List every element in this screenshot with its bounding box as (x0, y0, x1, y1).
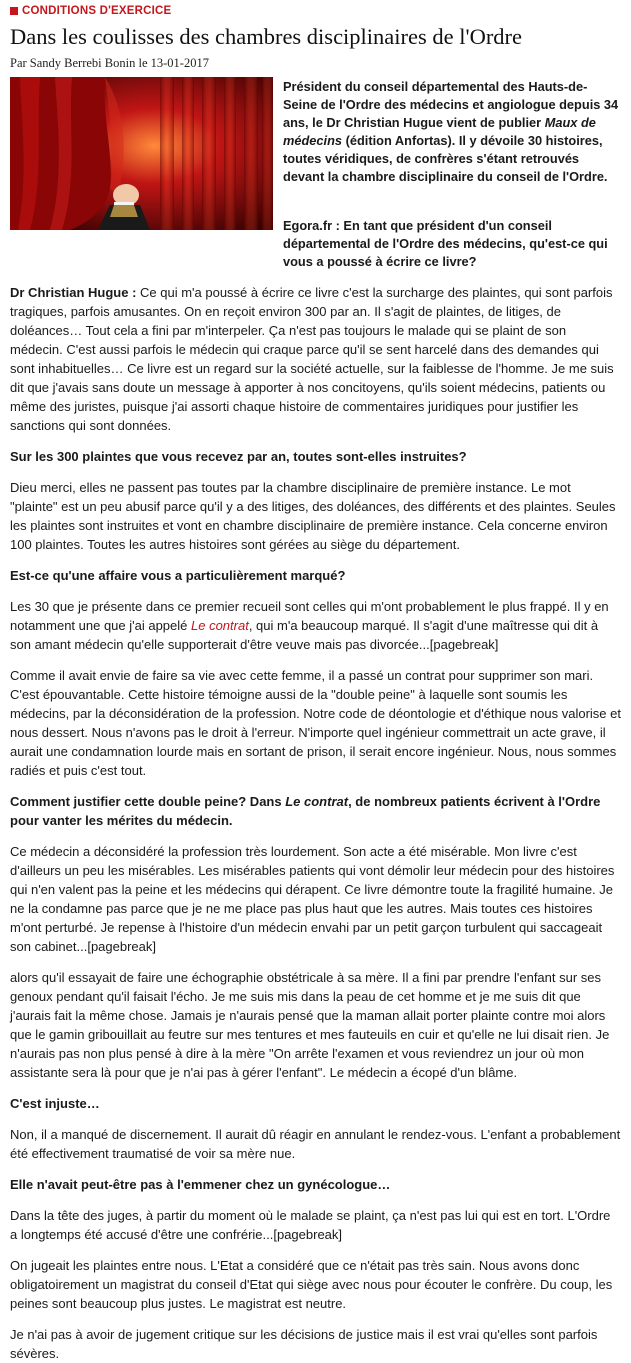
answer-2: Dieu merci, elles ne passent pas toutes par la chambre disciplinaire de première instance. Le mot "plainte" est un peu abusif parce qu'il y a des litiges, des doléances, des différents et des plaintes. Seules les plaintes sont instruites et vont en chambre disciplinaire de première instance. Cela concerne environ 100 plaintes. Toutes les autres histoires sont gérées au siège du département. (10, 480, 616, 552)
answer-3 (10, 597, 621, 654)
byline-prefix: Par (10, 56, 30, 70)
byline-date: 13-01-2017 (150, 56, 209, 70)
answer-5: Ce médecin a déconsidéré la profession très lourdement. Son acte a été misérable. Mon livre c'est d'ailleurs un peu les misérables. Les misérables patients qui vont démolir leur médecin pour des histoires qui n'en valent pas la peine et les médecins qui dérapent. Ce livre démontre toute la fragilité humaine. Je ne la condamne pas parce que je ne me place pas plus haut que les autres. Mais toutes ces histoires m'ont perturbé. Je repense à l'histoire d'un médecin envahi par un petit garçon turbulent qui saccageait son cabinet...[pagebreak] (10, 844, 615, 954)
question-3: Est-ce qu'une affaire vous a particulièrement marqué? (10, 568, 346, 583)
byline-author: Sandy Berrebi Bonin (29, 56, 136, 70)
speaker-name: Dr Christian Hugue : (10, 285, 137, 300)
question-2: Sur les 300 plaintes que vous recevez par an, toutes sont-elles instruites? (10, 449, 467, 464)
answer-8: Dans la tête des juges, à partir du moment où le malade se plaint, ça n'est pas lui qui est en tort. L'Ordre a longtemps été accusé d'être une confrérie...[pagebreak] (10, 1208, 611, 1242)
article-header (10, 77, 621, 271)
article-lead (283, 78, 621, 186)
question-5 (10, 792, 621, 830)
question-1: Egora.fr : En tant que président d'un conseil départemental de l'Ordre des médecins, qu'est-ce qui vous a poussé à écrire ce livre? (283, 218, 608, 269)
answer-6: alors qu'il essayait de faire une échographie obstétricale à sa mère. Il a fini par prendre l'enfant sur ses genoux pendant qu'il faisait l'écho. Je me suis mis dans la peau de cet homme et je me suis dit que j'aurais fait la même chose. Jamais je n'aurais pensé que la maman allait porter plainte contre moi alors que le gamin gribouillait au feutre sur mes tentures et mes fauteuils en cuir et qu'elle ne lui disait rien. Je n'aurais pas non plus pensé à dire à la mère "On arrête l'examen et vous reviendrez un jour où mon assistante sera là pour que je n'ai pas à gérer l'enfant". Le médecin a écopé d'un blâme. (10, 970, 610, 1080)
lead-text-1: Président du conseil départemental des Hauts-de-Seine de l'Ordre des médecins et angiologue depuis 34 ans, le Dr Christian Hugue vient de publier (283, 79, 619, 130)
lead-block (283, 77, 621, 271)
answer-4: Comme il avait envie de faire sa vie avec cette femme, il a passé un contrat pour supprimer son mari. C'est épouvantable. Cette histoire témoigne aussi de la "double peine" à laquelle sont soumis les médecins, par la déconsidération de la profession. Notre code de déontologie et d'éthique nous valorise et nous dessert. Nous n'avons pas le droit à l'erreur. N'importe quel ingénieur commettrait un acte grave, il aurait une condamnation lourde mais en sortant de prison, il serait encore ingénieur. Nous, nous sommes radiés et puis c'est tout. (10, 668, 621, 778)
question-7: C'est injuste… (10, 1096, 100, 1111)
answer-10: Je n'ai pas à avoir de jugement critique sur les décisions de justice mais il est vrai qu'elles sont parfois sévères. (10, 1327, 598, 1361)
page-title: Dans les coulisses des chambres disciplinaires de l'Ordre (10, 24, 523, 49)
question-5-italic: Le contrat (285, 794, 349, 809)
hero-image-red-curtain (10, 77, 273, 230)
answer-9: On jugeait les plaintes entre nous. L'Etat a considéré que ce n'était pas très sain. Nous avons donc obligatoirement un magistrat du conseil d'Etat qui siège avec nous pour écouter le confrère. Du coup, les peines sont beaucoup plus justes. Le magistrat est neutre. (10, 1258, 613, 1311)
byline (10, 54, 621, 71)
le-contrat-link[interactable]: Le contrat (191, 618, 249, 633)
red-curtain-illustration (10, 77, 273, 230)
question-5-text-2: , de nombreux patients écrivent à l'Ordre pour vanter les mérites du médecin. (10, 794, 601, 828)
answer-7: Non, il a manqué de discernement. Il aurait dû réagir en annulant le rendez-vous. L'enfant a probablement été effectivement traumatisé de voir sa mère nue. (10, 1127, 621, 1161)
byline-mid: le (135, 56, 151, 70)
question-8: Elle n'avait peut-être pas à l'emmener chez un gynécologue… (10, 1177, 391, 1192)
category-tag[interactable] (10, 4, 621, 18)
category-label: CONDITIONS D'EXERCICE (22, 4, 172, 17)
answer-3-text-1: Les 30 que je présente dans ce premier recueil sont celles qui m'ont probablement le plus frappé. Il y en notamment une que j'ai appelé (10, 599, 609, 633)
question-5-text-1: Comment justifier cette double peine? Dans (10, 794, 286, 809)
answer-1 (10, 283, 621, 435)
lead-text-2: (édition Anfortas). Il y dévoile 30 histoires, toutes véridiques, de confrères s'étant retrouvés devant la chambre disciplinaire du conseil de l'Ordre. (283, 133, 608, 184)
category-square-icon (10, 7, 18, 15)
answer-1-text: Ce qui m'a poussé à écrire ce livre c'est la surcharge des plaintes, qui sont parfois tragiques, parfois amusantes. On en reçoit environ 300 par an. Il s'agit de plaintes, de litiges, de doléances… Tout cela a fini par m'interpeler. Ça n'est pas toujours le malade qui se plaint de son médecin. C'est aussi parfois le médecin qui craque parce qu'il se sent harcelé dans des demandes qui sont inhabituelles… Ce livre est un regard sur la société actuelle, sur la faiblesse de l'homme. Je me suis dit que j'avais sans doute un message à apporter à nos concitoyens, qu'ils soient médecins, patients ou même des juristes, puisque j'ai assorti chaque histoire de commentaires juridiques pour justifier les sanctions qui sont données. (10, 285, 614, 433)
article-body (10, 283, 621, 1363)
lead-book-title: Maux de médecins (283, 115, 596, 148)
answer-3-text-2: , qui m'a beaucoup marqué. Il s'agit d'une maîtresse qui dit à son amant médecin qu'elle supporterait d'être veuve mais pas divorcée...[pagebreak] (10, 618, 599, 652)
